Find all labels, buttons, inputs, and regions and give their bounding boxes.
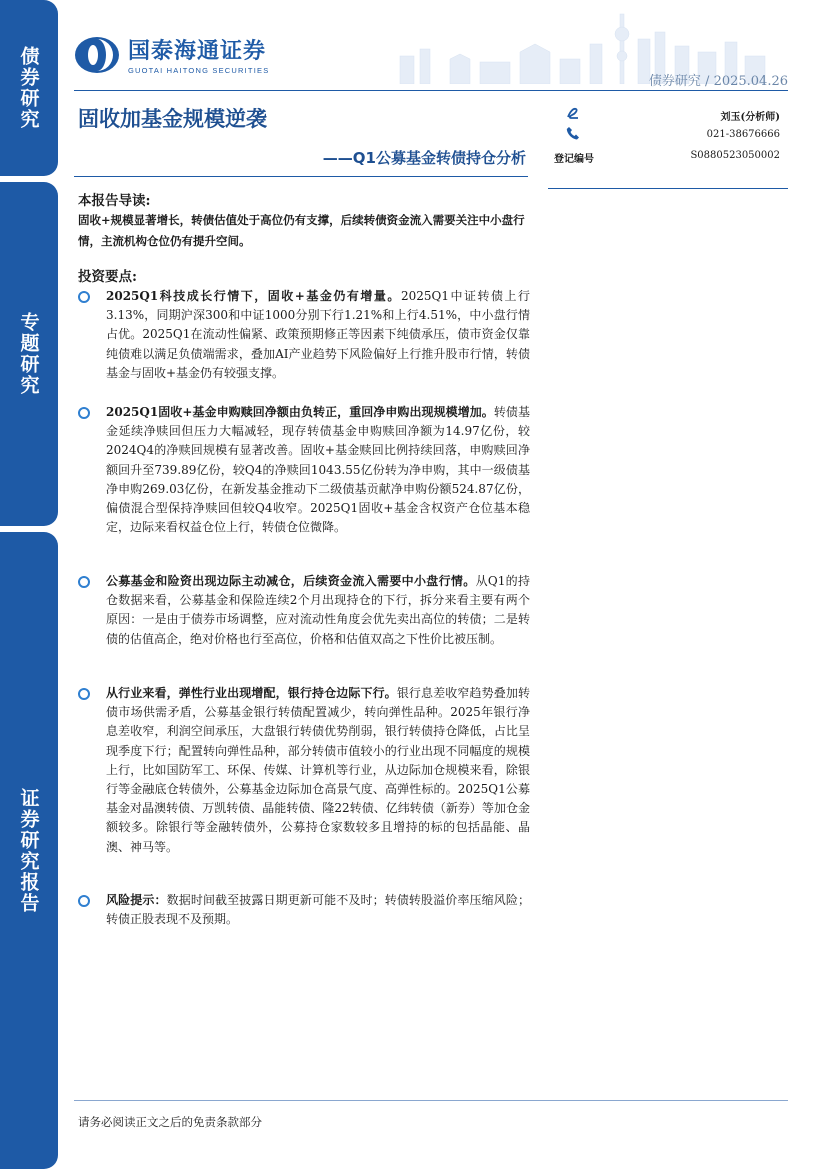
registration-number: S0880523050002: [690, 150, 780, 161]
report-date: 2025.04.26: [713, 74, 788, 89]
guide-text: 固收+规模显著增长，转债估值处于高位仍有支撑，后续转债资金流入需要关注中小盘行情，主流机构仓位仍有提升空间。: [78, 213, 525, 248]
bullet-icon: [78, 407, 90, 419]
key-point-lead: 2025Q1科技成长行情下，固收+基金仍有增量。: [106, 289, 401, 303]
bullet-icon: [78, 576, 90, 588]
side-tab-bond-research: [0, 0, 58, 176]
risk-warning-lead: 风险提示：: [106, 893, 167, 907]
key-point-lead: 公募基金和险资出现边际主动减仓，后续资金流入需要中小盘行情。: [106, 574, 476, 588]
key-point: [78, 403, 530, 537]
title-divider: [74, 176, 528, 177]
risk-warning: [78, 891, 530, 929]
guide-heading: 本报告导读:: [78, 193, 151, 209]
disclaimer-note: 请务必阅读正文之后的免责条款部分: [78, 1115, 262, 1129]
analyst-info: [548, 104, 788, 164]
key-point-text: 从Q1的持仓数据来看，公募基金和保险连续2个月出现持仓的下行，拆分来看主要有两个原因：一是由于债券市场调整，应对流动性角度会优先卖出高位的转债；二是转债的估值高企，绝对价格也行至高位，价格和估值双高之下性价比被压制。: [106, 574, 530, 646]
key-point: [78, 572, 530, 649]
header-divider: [74, 90, 788, 91]
breadcrumb-category: 债券研究: [648, 74, 701, 89]
analyst-divider: [548, 188, 788, 189]
bullet-icon: [78, 688, 90, 700]
report-subtitle: ——Q1公募基金转债持仓分析: [322, 149, 526, 167]
analyst-signature-icon: [566, 106, 580, 120]
brand-name-cn: 国泰海通证券: [128, 39, 267, 64]
key-point-text: 银行息差收窄趋势叠加转债市场供需矛盾，公募基金银行转债配置减少，转向弹性品种。2025年银行净息差收窄，利润空间承压，大盘银行转债优势削弱，银行转债持仓降低，占比呈现季度下行；配置转向弹性品种，部分转债市值较小的行业出现不同幅度的规模上行，比如国防军工、环保、传媒、计算机等行业，从边际加仓规模来看，除银行等金融底仓转债外，公募基金边际加仓高景气度、高弹性标的。2025Q1公募基金对晶澳转债、万凯转债、晶能转债、隆22转债、亿纬转债（新券）等加仓金额较多。除银行等金融转债外，公募持仓家数较多且增持的标的包括晶能、晶澳、神马等。: [106, 686, 530, 854]
side-tab-special-research: [0, 182, 58, 526]
brand-logo: [74, 34, 269, 75]
key-point: [78, 287, 530, 383]
key-point-text: 2025Q1中证转债上行3.13%，同期沪深300和中证1000分别下行1.21%和上行4.51%，中小盘行情占优。2025Q1在流动性偏紧、政策预期修正等因素下纯债承压，债市资金仅靠纯债难以满足负债端需求，叠加AI产业趋势下风险偏好上行推升股市行情，转债基金与固收+基金仍有较强支撑。: [106, 289, 531, 380]
phone-icon: [566, 126, 580, 140]
breadcrumb: [649, 70, 788, 89]
footer-divider: [74, 1100, 788, 1101]
side-tab-label: 专题研究: [17, 312, 40, 396]
bullet-icon: [78, 291, 90, 303]
registration-label: 登记编号: [554, 154, 594, 165]
breadcrumb-separator: /: [705, 74, 710, 89]
key-point-lead: 从行业来看，弹性行业出现增配，银行持仓边际下行。: [106, 686, 397, 700]
key-point-lead: 2025Q1固收+基金申购赎回净额由负转正，重回净申购出现规模增加。: [106, 405, 494, 419]
analyst-name: 刘玉(分析师): [720, 112, 780, 123]
side-tab-securities-report: [0, 532, 58, 1169]
key-point: [78, 684, 530, 857]
key-point-text: 转债基金延续净赎回但压力大幅减轻，现存转债基金申购赎回净额为14.97亿份，较2024Q4的净赎回规模有显著改善。固收+基金赎回比例持续回落，申购赎回净额回升至739.89亿份，较Q4的净赎回1043.55亿份转为净申购，其中一级债基净申购269.03亿份，在新发基金推动下二级债基贡献净申购份额524.87亿份，偏债混合型保持净赎回但较Q4收窄。2025Q1固收+基金含权资产仓位基本稳定，边际来看权益仓位上行，转债仓位微降。: [106, 405, 530, 535]
side-tab-label: 债券研究: [17, 46, 40, 130]
report-title: 固收加基金规模逆袭: [78, 107, 267, 131]
risk-warning-text: 数据时间截至披露日期更新可能不及时；转债转股溢价率压缩风险；转债正股表现不及预期。: [106, 893, 530, 927]
bullet-icon: [78, 895, 90, 907]
brand-name-en: GUOTAI HAITONG SECURITIES: [128, 66, 270, 75]
side-tab-label: 证券研究报告: [17, 787, 40, 914]
analyst-phone: 021-38676666: [706, 129, 780, 140]
brand-emblem-icon: [74, 35, 120, 75]
key-points-heading: 投资要点:: [78, 269, 137, 285]
